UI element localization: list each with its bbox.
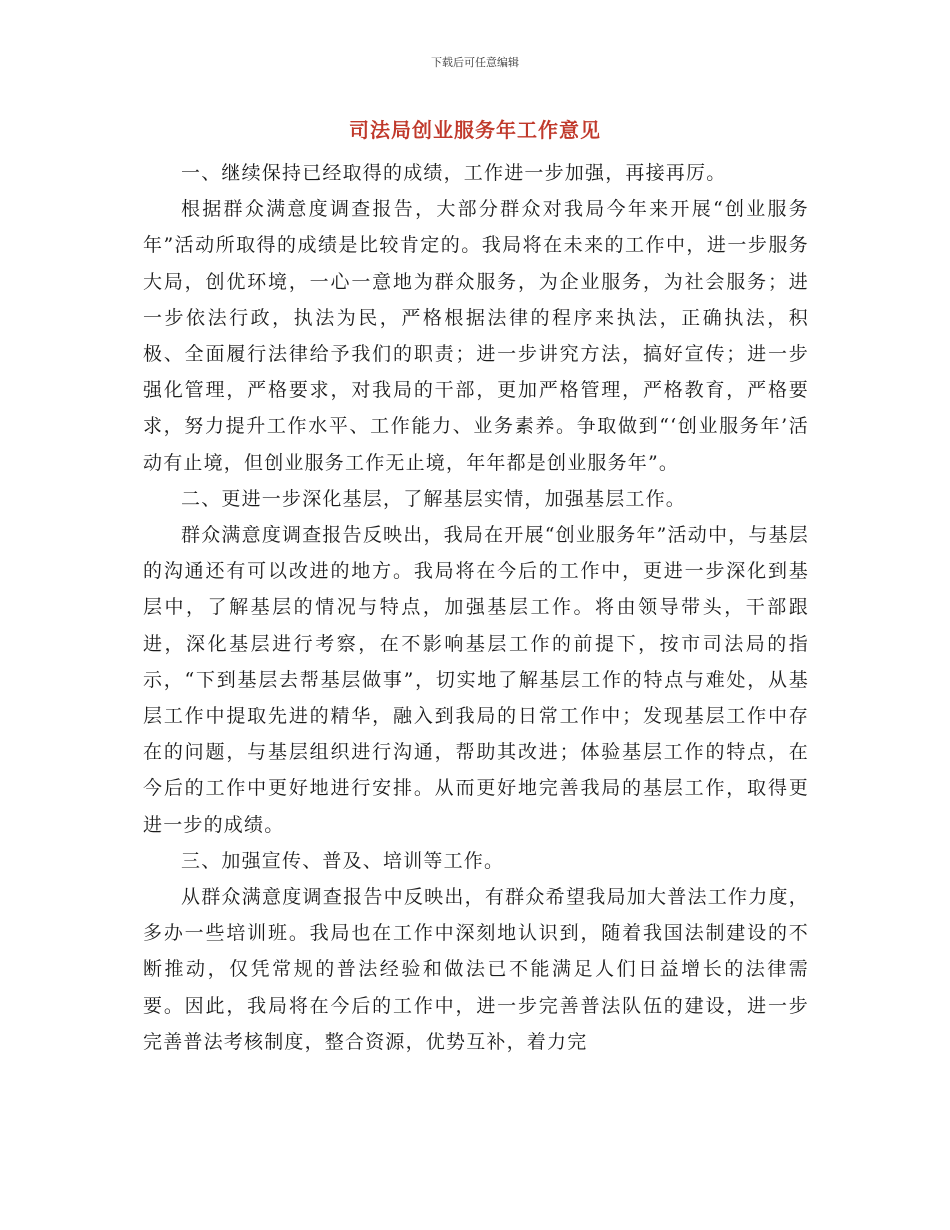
header-note: 下载后可任意编辑 (431, 56, 519, 69)
document-title: 司法局创业服务年工作意见 (349, 118, 601, 142)
section-heading-3: 三、加强宣传、普及、培训等工作。 (181, 849, 505, 872)
paragraph-3: 从群众满意度调查报告中反映出，有群众希望我局加大普法工作力度，多办一些培训班。我局也在工作中深刻地认识到，随着我国法制建设的不断推动，仅凭常规的普法经验和做法已不能满足人们日益增长的法律需要。因此，我局将在今后的工作中，进一步完善普法队伍的建设，进一步完善普法考核制度，整合资源，优势互补，着力完 (143, 886, 809, 1053)
section-heading-2: 二、更进一步深化基层，了解基层实情，加强基层工作。 (181, 487, 687, 510)
paragraph-2: 群众满意度调查报告反映出，我局在开展“创业服务年”活动中，与基层的沟通还有可以改进的地方。我局将在今后的工作中，更进一步深化到基层中，了解基层的情况与特点，加强基层工作。将由领导带头，干部跟进，深化基层进行考察，在不影响基层工作的前提下，按市司法局的指示，“下到基层去帮基层做事”，切实地了解基层工作的特点与难处，从基层工作中提取先进的精华，融入到我局的日常工作中；发现基层工作中存在的问题，与基层组织进行沟通，帮助其改进；体验基层工作的特点，在今后的工作中更好地进行安排。从而更好地完善我局的基层工作，取得更进一步的成绩。 (143, 524, 809, 836)
paragraph-1: 根据群众满意度调查报告，大部分群众对我局今年来开展“创业服务年”活动所取得的成绩是比较肯定的。我局将在未来的工作中，进一步服务大局，创优环境，一心一意地为群众服务，为企业服务，为社会服务；进一步依法行政，执法为民，严格根据法律的程序来执法，正确执法，积极、全面履行法律给予我们的职责；进一步讲究方法，搞好宣传；进一步强化管理，严格要求，对我局的干部，更加严格管理，严格教育，严格要求，努力提升工作水平、工作能力、业务素养。争取做到“‘创业服务年’活动有止境，但创业服务工作无止境，年年都是创业服务年”。 (143, 198, 809, 474)
section-heading-1: 一、继续保持已经取得的成绩，工作进一步加强，再接再厉。 (181, 162, 727, 184)
document-body (143, 155, 809, 1060)
